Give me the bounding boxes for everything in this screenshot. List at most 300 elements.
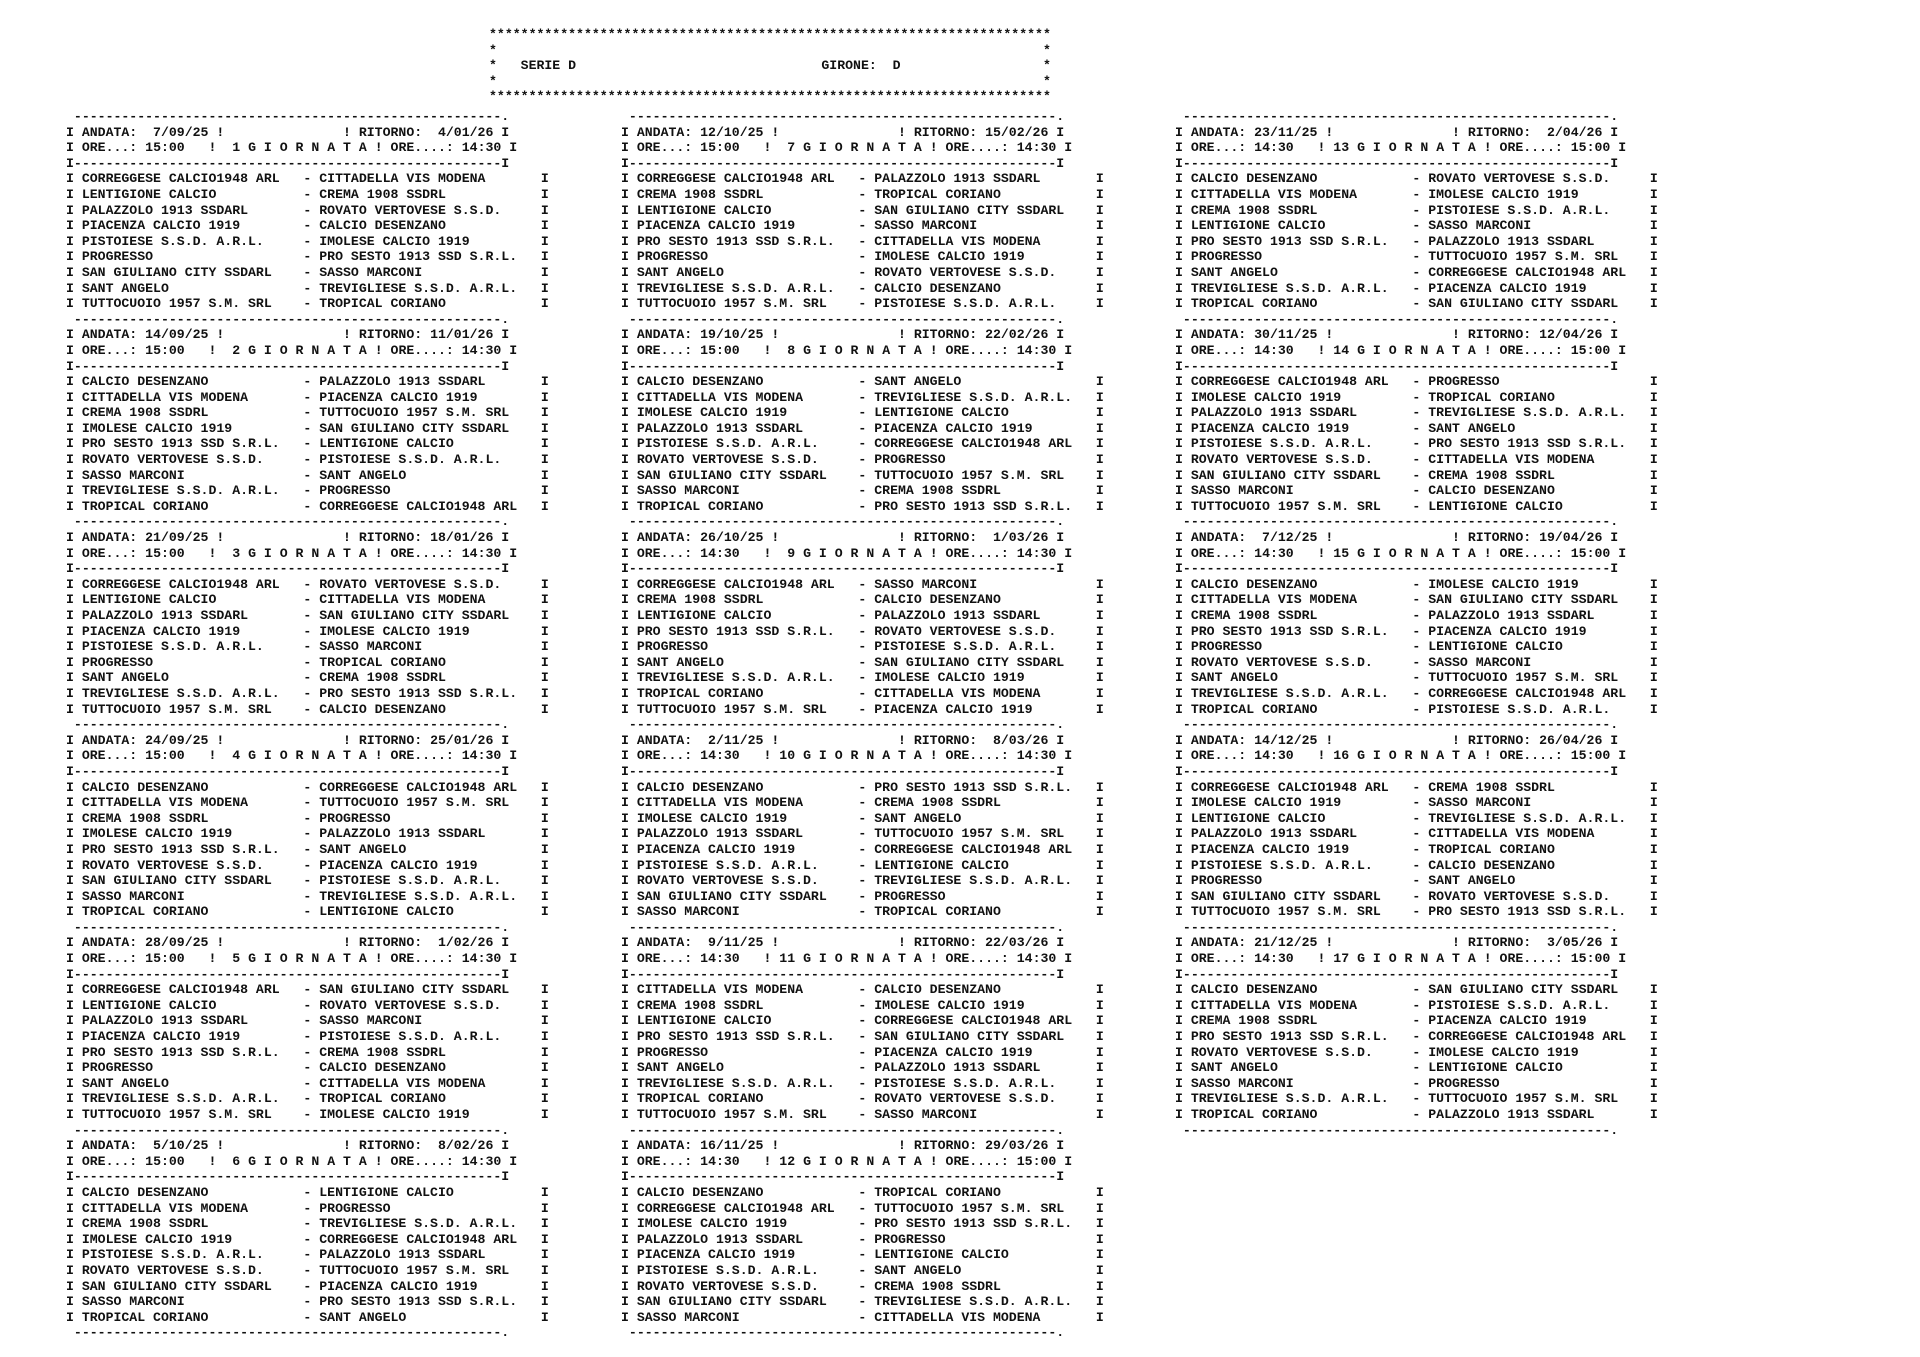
home-team: TREVIGLIESE S.S.D. A.R.L.: [81, 483, 280, 499]
away-team: PROGRESSO: [874, 888, 1073, 904]
border: I: [1175, 467, 1191, 483]
match-row: [1175, 499, 1658, 515]
spacer: [224, 733, 343, 748]
border: I: [621, 795, 637, 811]
spacer: [454, 343, 462, 358]
home-team: TREVIGLIESE S.S.D. A.R.L.: [636, 670, 835, 686]
away-team: SANT ANGELO: [319, 841, 518, 857]
border: I: [1626, 483, 1658, 499]
away-team: TREVIGLIESE S.S.D. A.R.L.: [1428, 810, 1627, 826]
ritorno-date: 2/04/26: [1531, 124, 1603, 140]
dash: -: [834, 1262, 875, 1278]
border: I: [66, 608, 82, 623]
dash: -: [279, 389, 320, 405]
away-team: TUTTOCUOIO 1957 S.M. SRL: [1428, 670, 1627, 686]
away-team: SASSO MARCONI: [1428, 654, 1627, 670]
round-divider: I------------------------------------------------------I: [621, 155, 1065, 171]
border: I: [66, 249, 82, 265]
border: I: [517, 982, 549, 998]
border: I: [1175, 498, 1191, 514]
round-block: [1175, 530, 1658, 733]
home-team: SANT ANGELO: [636, 654, 835, 670]
match-row: [66, 670, 549, 686]
home-team: PALAZZOLO 1913 SSDARL: [1190, 826, 1389, 842]
round-number: 13: [1325, 140, 1350, 156]
match-row: [1175, 1091, 1658, 1107]
dash: -: [279, 1278, 320, 1294]
border: I: [621, 701, 637, 717]
dash: -: [1388, 171, 1429, 187]
border: I: [1056, 951, 1073, 967]
spacer: [1246, 343, 1254, 358]
border: I: [517, 1091, 549, 1107]
ore-andata: 14:30: [700, 545, 740, 561]
separator: !: [1317, 732, 1334, 748]
dash: -: [834, 1029, 875, 1045]
border: I: [1610, 951, 1627, 967]
border: I: [1626, 296, 1658, 312]
spacer: [1246, 748, 1254, 763]
match-row: [1175, 203, 1658, 219]
border: I: [1602, 935, 1619, 951]
border: I: [66, 826, 82, 842]
border: I: [621, 1200, 637, 1216]
border: I: [1072, 498, 1104, 514]
ore-ritorno-label: ORE....:: [390, 140, 454, 156]
separator: !: [898, 1138, 914, 1154]
border: I: [517, 1060, 549, 1076]
match-row: [1175, 171, 1658, 187]
border: I: [66, 436, 82, 452]
spacer: [692, 140, 700, 155]
match-row: [621, 1076, 1104, 1092]
ritorno-date: 1/02/26: [422, 935, 494, 951]
border: I: [517, 685, 549, 701]
round-border-bottom: ------------------------------------------------------.: [1175, 311, 1619, 327]
dash: -: [834, 264, 875, 280]
match-row: [621, 1060, 1104, 1076]
border: I: [1056, 342, 1073, 358]
spacer: [137, 546, 145, 561]
border: I: [1072, 374, 1104, 390]
border: I: [1072, 249, 1104, 265]
border: I: [66, 1153, 82, 1169]
border: I: [517, 888, 549, 904]
home-team: CREMA 1908 SSDRL: [81, 1216, 280, 1232]
match-row: [66, 234, 549, 250]
border: I: [621, 1294, 637, 1310]
ore-andata: 15:00: [700, 140, 740, 156]
dash: -: [1388, 795, 1429, 811]
andata-label: ANDATA:: [81, 732, 138, 748]
dash: -: [1388, 218, 1429, 234]
match-row: [1175, 873, 1658, 889]
ore-ritorno-label: ORE....:: [1499, 140, 1563, 156]
round-block: [621, 733, 1104, 936]
spacer: [1009, 546, 1017, 561]
spacer: [779, 530, 898, 545]
away-team: CORREGGESE CALCIO1948 ARL: [319, 1231, 518, 1247]
round-dates-line: [66, 530, 549, 546]
round-dates-line: [1175, 530, 1658, 546]
match-row: [66, 686, 549, 702]
border: I: [1626, 249, 1658, 265]
border: I: [1175, 841, 1191, 857]
spacer: [1009, 1154, 1017, 1169]
home-team: CORREGGESE CALCIO1948 ARL: [636, 1200, 835, 1216]
round-dates-line: [621, 935, 1104, 951]
border: I: [66, 1044, 82, 1060]
spacer: [1246, 951, 1254, 966]
round-border-bottom: ------------------------------------------------------.: [621, 1325, 1065, 1341]
dash: -: [1388, 280, 1429, 296]
dash: -: [279, 436, 320, 452]
home-team: SANT ANGELO: [636, 264, 835, 280]
home-team: TROPICAL CORIANO: [636, 685, 835, 701]
round-border-bottom: ------------------------------------------------------.: [621, 311, 1065, 327]
dash: -: [1388, 685, 1429, 701]
ore-ritorno-label: ORE....:: [390, 951, 454, 967]
separator: !: [366, 342, 391, 358]
away-team: CALCIO DESENZANO: [874, 280, 1073, 296]
border: I: [621, 592, 637, 608]
round-dates-line: [621, 733, 1104, 749]
border: I: [517, 374, 549, 390]
away-team: SANT ANGELO: [874, 1262, 1073, 1278]
border: I: [1175, 888, 1191, 904]
dash: -: [279, 467, 320, 483]
home-team: SAN GIULIANO CITY SSDARL: [1190, 888, 1389, 904]
border: I: [517, 171, 549, 187]
dash: -: [1388, 1060, 1429, 1076]
ore-ritorno: 14:30: [461, 140, 502, 156]
home-team: LENTIGIONE CALCIO: [1190, 810, 1389, 826]
separator: !: [343, 1138, 359, 1154]
away-team: TROPICAL CORIANO: [874, 904, 1073, 920]
border: I: [66, 405, 82, 421]
separator: !: [921, 748, 946, 764]
away-team: ROVATO VERTOVESE S.S.D.: [319, 997, 518, 1013]
border: I: [66, 452, 82, 468]
border: I: [66, 327, 82, 343]
ore-ritorno-label: ORE....:: [1499, 951, 1563, 967]
spacer: [1333, 125, 1452, 140]
dash: -: [279, 904, 320, 920]
border: I: [66, 1200, 82, 1216]
away-team: TUTTOCUOIO 1957 S.M. SRL: [874, 1200, 1073, 1216]
home-team: PROGRESSO: [1190, 249, 1389, 265]
border: I: [1626, 452, 1658, 468]
away-team: ROVATO VERTOVESE S.S.D.: [874, 623, 1073, 639]
round-block: [1175, 935, 1658, 1138]
spacer: [137, 343, 145, 358]
spacer: [795, 343, 803, 358]
ore-andata: 14:30: [700, 1153, 740, 1169]
home-team: PALAZZOLO 1913 SSDARL: [81, 1013, 280, 1029]
schedule-column-3: [1175, 109, 1658, 1138]
border: I: [493, 935, 510, 951]
away-team: IMOLESE CALCIO 1919: [319, 233, 518, 249]
border: I: [66, 623, 82, 639]
separator: !: [921, 951, 946, 967]
match-row: [1175, 670, 1658, 686]
match-row: [621, 655, 1104, 671]
dash: -: [1388, 467, 1429, 483]
home-team: IMOLESE CALCIO 1919: [81, 826, 280, 842]
border: I: [66, 233, 82, 249]
round-number: 14: [1325, 342, 1350, 358]
border: I: [1072, 1107, 1104, 1122]
ore-ritorno-label: ORE....:: [945, 1153, 1009, 1169]
separator: !: [763, 935, 780, 951]
border: I: [517, 436, 549, 452]
dash: -: [1388, 374, 1429, 390]
round-number: 4: [216, 748, 241, 764]
border: I: [493, 530, 510, 546]
dash: -: [1388, 296, 1429, 312]
match-row: [66, 998, 549, 1014]
separator: !: [343, 124, 359, 140]
border: I: [1602, 732, 1619, 748]
away-team: PISTOIESE S.S.D. A.R.L.: [874, 296, 1073, 312]
andata-label: ANDATA:: [636, 935, 693, 951]
away-team: PROGRESSO: [319, 810, 518, 826]
away-team: PISTOIESE S.S.D. A.R.L.: [319, 873, 518, 889]
border: I: [1175, 140, 1191, 156]
border: I: [1072, 670, 1104, 686]
match-row: [1175, 998, 1658, 1014]
round-times-line: [1175, 748, 1658, 764]
border: I: [517, 498, 549, 514]
ore-ritorno: 15:00: [1016, 1153, 1057, 1169]
border: I: [1175, 374, 1191, 390]
separator: !: [1475, 140, 1500, 156]
dash: -: [1388, 779, 1429, 795]
away-team: PISTOIESE S.S.D. A.R.L.: [874, 639, 1073, 655]
border: I: [621, 218, 637, 234]
home-team: IMOLESE CALCIO 1919: [81, 420, 280, 436]
border: I: [501, 1153, 518, 1169]
match-row: [621, 390, 1104, 406]
dash: -: [834, 857, 875, 873]
match-row: [621, 608, 1104, 624]
away-team: CITTADELLA VIS MODENA: [1428, 826, 1627, 842]
border: I: [621, 904, 637, 920]
spacer: [240, 343, 248, 358]
dash: -: [1388, 857, 1429, 873]
separator: !: [1452, 935, 1468, 951]
home-team: SANT ANGELO: [81, 670, 280, 686]
separator: !: [763, 732, 780, 748]
home-team: LENTIGIONE CALCIO: [1190, 218, 1389, 234]
match-row: [66, 421, 549, 437]
match-row: [1175, 1107, 1658, 1123]
border: I: [517, 592, 549, 608]
match-row: [621, 1263, 1104, 1279]
andata-label: ANDATA:: [636, 732, 693, 748]
border: I: [1072, 1262, 1104, 1278]
border: I: [517, 1044, 549, 1060]
border: I: [621, 576, 637, 592]
border: I: [1072, 1013, 1104, 1029]
home-team: TROPICAL CORIANO: [1190, 296, 1389, 312]
border: I: [517, 623, 549, 639]
home-team: CALCIO DESENZANO: [636, 779, 835, 795]
away-team: SAN GIULIANO CITY SSDARL: [874, 654, 1073, 670]
border: I: [66, 1309, 82, 1325]
schedule-column-2: [621, 109, 1104, 1341]
border: I: [66, 592, 82, 608]
dash: -: [279, 1216, 320, 1232]
away-team: PRO SESTO 1913 SSD S.R.L.: [319, 249, 518, 265]
ore-label: ORE...:: [1190, 951, 1247, 967]
separator: !: [1293, 140, 1326, 156]
away-team: LENTIGIONE CALCIO: [874, 857, 1073, 873]
border: I: [621, 1091, 637, 1107]
dash: -: [279, 1247, 320, 1263]
separator: !: [208, 530, 225, 546]
header-pad: *: [900, 58, 1051, 74]
away-team: CORREGGESE CALCIO1948 ARL: [874, 436, 1073, 452]
giornata-label: G I O R N A T A: [248, 748, 367, 764]
ritorno-label: RITORNO:: [358, 124, 423, 140]
home-team: CORREGGESE CALCIO1948 ARL: [81, 576, 280, 592]
home-team: TROPICAL CORIANO: [81, 1309, 280, 1325]
home-team: PIACENZA CALCIO 1919: [1190, 841, 1389, 857]
giornata-label: G I O R N A T A: [803, 1153, 922, 1169]
away-team: SAN GIULIANO CITY SSDARL: [319, 982, 518, 998]
andata-label: ANDATA:: [636, 530, 693, 546]
dash: -: [279, 701, 320, 717]
spacer: [1349, 343, 1357, 358]
round-dates-line: [621, 1138, 1104, 1154]
border: I: [517, 1294, 549, 1310]
border: I: [517, 841, 549, 857]
round-divider: I------------------------------------------------------I: [1175, 966, 1619, 982]
away-team: PROGRESSO: [1428, 1075, 1627, 1091]
away-team: SAN GIULIANO CITY SSDARL: [1428, 296, 1627, 312]
match-row: [621, 842, 1104, 858]
away-team: CALCIO DESENZANO: [319, 701, 518, 717]
round-divider: I------------------------------------------------------I: [66, 966, 510, 982]
dash: -: [834, 685, 875, 701]
match-row: [66, 1294, 549, 1310]
home-team: TREVIGLIESE S.S.D. A.R.L.: [1190, 280, 1389, 296]
home-team: PISTOIESE S.S.D. A.R.L.: [1190, 436, 1389, 452]
away-team: PISTOIESE S.S.D. A.R.L.: [874, 1075, 1073, 1091]
border: I: [1072, 608, 1104, 623]
border: I: [66, 498, 82, 514]
match-row: [621, 187, 1104, 203]
dash: -: [834, 1278, 875, 1294]
away-team: TREVIGLIESE S.S.D. A.R.L.: [874, 389, 1073, 405]
border: I: [66, 342, 82, 358]
giornata-label: G I O R N A T A: [1357, 545, 1476, 561]
separator: !: [366, 545, 391, 561]
border: I: [1072, 1060, 1104, 1076]
match-row: [621, 265, 1104, 281]
match-row: [1175, 296, 1658, 312]
match-row: [1175, 234, 1658, 250]
border: I: [517, 1029, 549, 1045]
away-team: IMOLESE CALCIO 1919: [319, 623, 518, 639]
border: I: [501, 748, 518, 764]
border: I: [1072, 826, 1104, 842]
home-team: SANT ANGELO: [81, 1075, 280, 1091]
away-team: ROVATO VERTOVESE S.S.D.: [319, 202, 518, 218]
border: I: [1072, 280, 1104, 296]
ritorno-date: 1/03/26: [977, 530, 1049, 546]
home-team: TREVIGLIESE S.S.D. A.R.L.: [636, 1075, 835, 1091]
border: I: [1175, 748, 1191, 764]
border: I: [621, 1029, 637, 1045]
border: I: [66, 171, 82, 187]
border: I: [517, 420, 549, 436]
home-team: PISTOIESE S.S.D. A.R.L.: [81, 1247, 280, 1263]
home-team: PALAZZOLO 1913 SSDARL: [1190, 405, 1389, 421]
match-row: [621, 1216, 1104, 1232]
away-team: PALAZZOLO 1913 SSDARL: [874, 171, 1073, 187]
border: I: [1175, 685, 1191, 701]
border: I: [1175, 389, 1191, 405]
match-row: [1175, 592, 1658, 608]
border: I: [1048, 530, 1065, 546]
dash: -: [1388, 436, 1429, 452]
match-row: [66, 483, 549, 499]
dash: -: [1388, 841, 1429, 857]
border: I: [621, 685, 637, 701]
border: I: [1175, 904, 1191, 920]
ritorno-date: 12/04/26: [1531, 327, 1603, 343]
home-team: PISTOIESE S.S.D. A.R.L.: [636, 436, 835, 452]
ore-andata: 15:00: [145, 342, 185, 358]
home-team: PISTOIESE S.S.D. A.R.L.: [636, 857, 835, 873]
away-team: IMOLESE CALCIO 1919: [319, 1107, 518, 1122]
away-team: CITTADELLA VIS MODENA: [319, 171, 518, 187]
match-row: [66, 655, 549, 671]
border: I: [1175, 233, 1191, 249]
match-row: [621, 826, 1104, 842]
border: I: [1072, 623, 1104, 639]
border: I: [517, 1013, 549, 1029]
match-row: [621, 374, 1104, 390]
home-team: LENTIGIONE CALCIO: [636, 202, 835, 218]
giornata-label: G I O R N A T A: [803, 140, 922, 156]
border: I: [517, 264, 549, 280]
border: I: [1175, 1091, 1191, 1107]
round-number: 3: [216, 545, 241, 561]
separator: !: [898, 530, 914, 546]
away-team: SANT ANGELO: [319, 467, 518, 483]
border: I: [66, 732, 82, 748]
border: I: [517, 1075, 549, 1091]
separator: !: [343, 732, 359, 748]
border: I: [1626, 1044, 1658, 1060]
home-team: CITTADELLA VIS MODENA: [636, 795, 835, 811]
border: I: [501, 342, 518, 358]
round-times-line: [621, 140, 1104, 156]
separator: !: [208, 935, 225, 951]
dash: -: [834, 701, 875, 717]
border: I: [1626, 639, 1658, 655]
ore-label: ORE...:: [636, 342, 693, 358]
home-team: CITTADELLA VIS MODENA: [81, 389, 280, 405]
andata-label: ANDATA:: [1190, 530, 1247, 546]
match-row: [66, 608, 549, 624]
dash: -: [834, 888, 875, 904]
away-team: SAN GIULIANO CITY SSDARL: [874, 1029, 1073, 1045]
round-dates-line: [66, 125, 549, 141]
